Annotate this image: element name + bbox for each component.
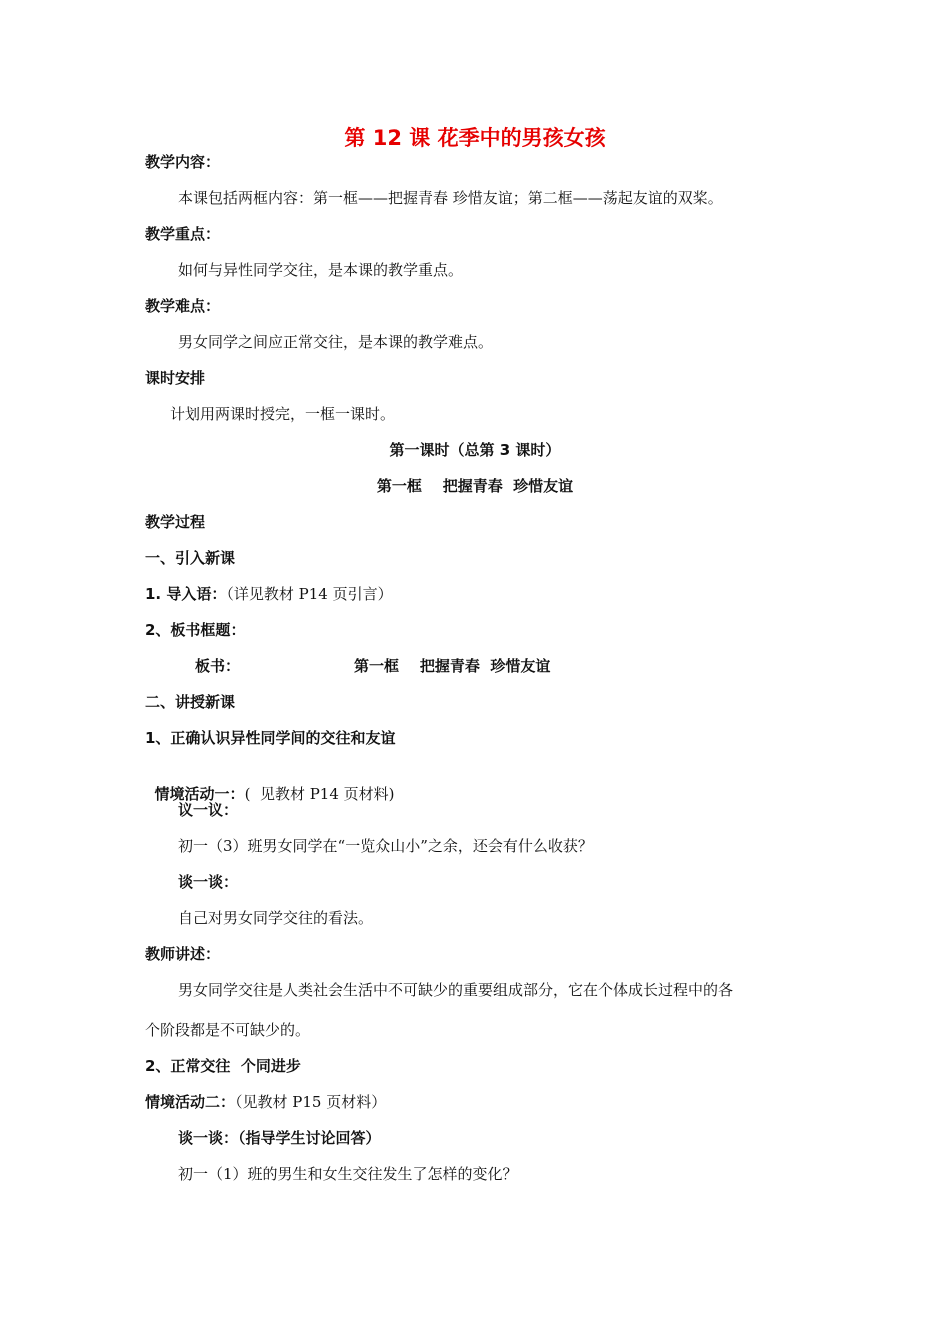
frame-heading: 第一框 把握青春 珍惜友谊 <box>376 477 574 495</box>
talk2-text: 初一（1）班的男生和女生交往发生了怎样的变化？ <box>178 1165 518 1183</box>
board-heading: 2、板书框题： <box>145 621 246 639</box>
activity2-text: （见教材 P15 页材料） <box>235 1093 387 1111</box>
discuss-text: 初一（3）班男女同学在“一览众山小”之余，还会有什么收获？ <box>178 837 593 855</box>
focus-heading: 教学重点： <box>145 225 221 243</box>
sub1-heading: 1、正确认识异性同学间的交往和友谊 <box>145 729 396 747</box>
activity1-line <box>145 764 395 804</box>
focus-text: 如何与异性同学交往，是本课的教学重点。 <box>178 261 464 279</box>
activity2-line <box>145 1092 386 1112</box>
schedule-text: 计划用两课时授完，一框一课时。 <box>170 405 396 423</box>
part2-heading: 二、讲授新课 <box>145 693 236 711</box>
difficulty-heading: 教学难点： <box>145 297 221 315</box>
schedule-heading: 课时安排 <box>145 369 206 387</box>
teacher-text-1: 男女同学交往是人类社会生活中不可缺少的重要组成部分，它在个体成长过程中的各 <box>178 981 734 999</box>
content-heading: 教学内容： <box>145 153 221 171</box>
activity2-label: 情境活动二： <box>145 1093 236 1111</box>
activity1-text: ( 见教材 P14 页材料) <box>244 785 395 803</box>
page-title: 第 12 课 花季中的男孩女孩 <box>344 126 606 150</box>
part1-heading: 一、引入新课 <box>145 549 236 567</box>
sub2-heading: 2、正常交往 个同进步 <box>145 1057 301 1075</box>
lesson-heading: 第一课时（总第 3 课时） <box>389 441 561 459</box>
discuss-label: 议一议： <box>178 801 239 819</box>
intro-label: 1. 导入语： <box>145 585 227 603</box>
activity1-label: 情境活动一： <box>154 785 245 803</box>
talk1-label: 谈一谈： <box>178 873 239 891</box>
board-label: 板书： <box>195 657 241 675</box>
board-text: 第一框 把握青春 珍惜友谊 <box>354 657 551 675</box>
content-text: 本课包括两框内容：第一框——把握青春 珍惜友谊；第二框——荡起友谊的双桨。 <box>178 189 723 207</box>
difficulty-text: 男女同学之间应正常交往，是本课的教学难点。 <box>178 333 494 351</box>
process-heading: 教学过程 <box>145 513 206 531</box>
talk2-label: 谈一谈：（指导学生讨论回答） <box>178 1129 381 1147</box>
teacher-label: 教师讲述： <box>145 945 221 963</box>
intro-line <box>145 584 393 604</box>
intro-text: （详见教材 P14 页引言） <box>226 585 393 603</box>
teacher-text-2: 个阶段都是不可缺少的。 <box>145 1021 311 1039</box>
talk1-text: 自己对男女同学交往的看法。 <box>178 909 374 927</box>
